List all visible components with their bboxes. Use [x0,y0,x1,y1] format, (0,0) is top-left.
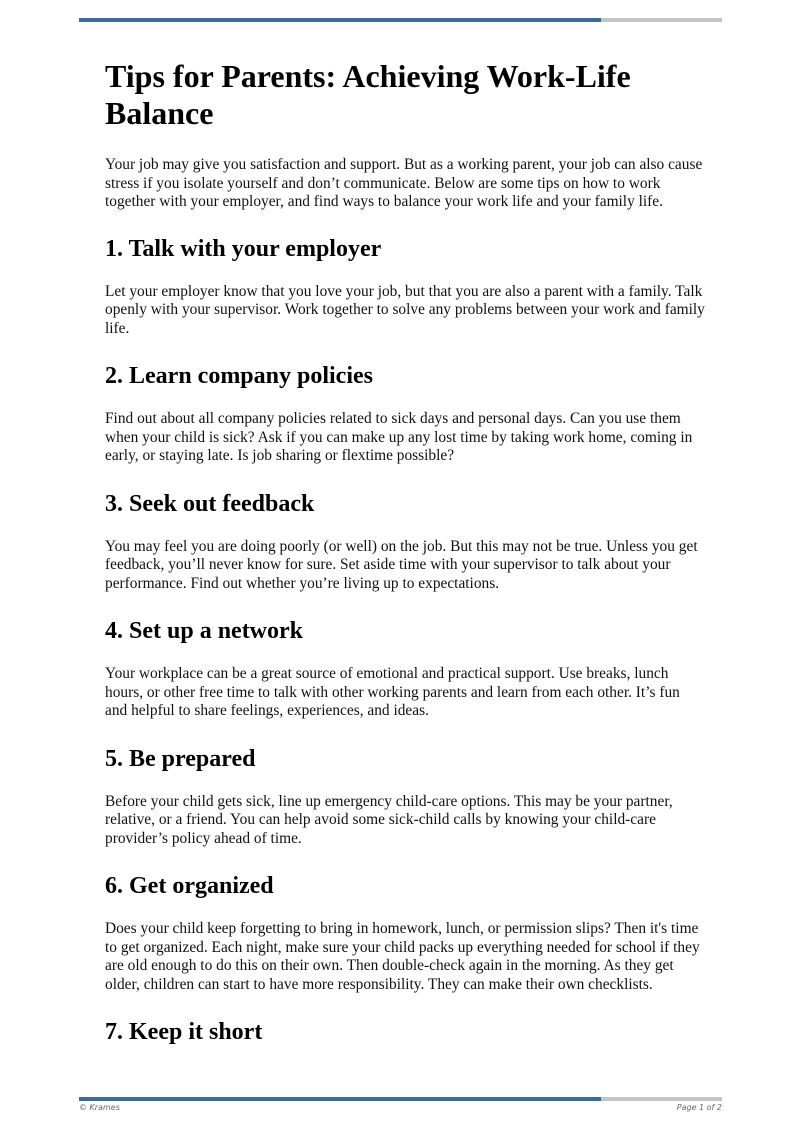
section-heading: 6. Get organized [105,873,274,899]
footer-rule-accent [79,1097,601,1101]
section-body: Let your employer know that you love your job, but that you are also a parent with a family. Talk openly with your supervisor. Work together to solve any problems between your work and family life. [105,282,705,337]
section-heading: 2. Learn company policies [105,363,373,389]
section-keep-it-short [105,1018,705,1046]
footer-copyright: © Krames [79,1103,120,1112]
header-rule-muted [601,18,722,22]
section-set-up-network [105,617,705,721]
section-body: Your workplace can be a great source of emotional and practical support. Use breaks, lunch hours, or other free time to talk with other working parents and learn from each other. It’s fun and helpful to share feelings, experiences, and ideas. [105,665,680,719]
section-body: You may feel you are doing poorly (or well) on the job. But this may not be true. Unless you get feedback, you’ll never know for sure. Set aside time with your supervisor to talk about your performance. Find out whether you’re living up to expectations. [105,537,698,592]
header-rule-accent [79,18,601,22]
section-talk-with-employer [105,235,705,339]
document-body [105,58,705,1066]
section-body: Find out about all company policies related to sick days and personal days. Can you use them when your child is sick? Ask if you can make up any lost time by taking work home, coming in early, or staying late. Is job sharing or flextime possible? [105,410,693,464]
section-be-prepared [105,745,705,849]
section-heading: 1. Talk with your employer [105,235,382,262]
section-heading: 7. Keep it short [105,1019,263,1045]
section-learn-company-policies [105,362,705,466]
section-get-organized [105,872,705,994]
section-body: Before your child gets sick, line up emergency child-care options. This may be your partner, relative, or a friend. You can help avoid some sick-child calls by knowing your child-care provider’s policy ahead of time. [105,792,673,847]
footer-rule-muted [601,1097,722,1101]
header-rule [79,18,722,22]
page-title: Tips for Parents: Achieving Work-Life Balance [105,58,631,131]
section-heading: 4. Set up a network [105,618,304,644]
intro-paragraph: Your job may give you satisfaction and support. But as a working parent, your job can also cause stress if you isolate yourself and don’t communicate. Below are some tips on how to work together with your employer, and find ways to balance your work life and your family life. [105,156,703,210]
footer-rule [79,1097,722,1101]
section-seek-out-feedback [105,490,705,594]
section-heading: 5. Be prepared [105,745,256,772]
section-heading: 3. Seek out feedback [105,490,315,517]
footer-page-number: Page 1 of 2 [676,1103,722,1112]
section-body: Does your child keep forgetting to bring in homework, lunch, or permission slips? Then it's time to get organized. Each night, make sure your child packs up everything needed for school if they are old enough to do this on their own. Then double-check again in the morning. As they get older, children can start to have more responsibility. They can make their own checklists. [105,920,700,993]
